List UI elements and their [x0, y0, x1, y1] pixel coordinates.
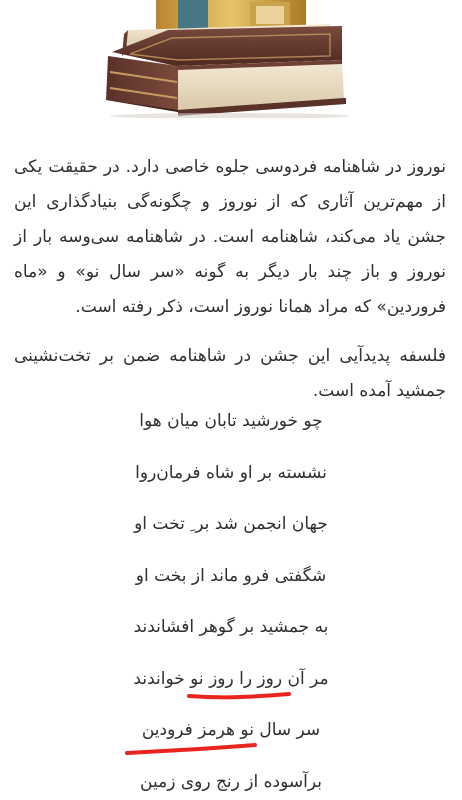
philosophy-paragraph: فلسفه پدیدآیی این جشن در شاهنامه ضمن بر تخت‌نشینی جمشید آمده است.	[14, 346, 446, 401]
poem-verse	[0, 408, 462, 460]
red-underline-mark	[124, 740, 258, 758]
verse-text: برآسوده از رنج روی زمین	[140, 771, 322, 792]
verse-text: چو خورشید تابان میان هوا	[139, 411, 323, 431]
intro-paragraph: نوروز در شاهنامه فردوسی جلوه خاصی دارد. در حقیقت یکی از مهم‌ترین آثاری که از نوروز و چگونه‌گی بنیادگذاری این جشن یاد می‌کند، شاهنامه است. در شاهنامه سی‌وسه بار از نوروز و باز چند بار دیگر به گونه «سر سال نو» و «ماه فروردین» که مراد همانا نوروز است، ذکر رفته است.	[14, 157, 446, 317]
verse-text: سر سال نو هرمز فرودین	[141, 720, 321, 740]
poem-verse-underlined	[0, 666, 462, 718]
red-underline-mark	[186, 688, 292, 702]
poem-verse	[0, 563, 462, 615]
poem-verse	[0, 511, 462, 563]
article-body	[14, 150, 446, 409]
verse-text: نشسته بر او شاه فرمان‌روا	[135, 462, 327, 483]
verse-text: به جمشید بر گوهر افشاندند	[133, 617, 329, 637]
verse-text: جهان انجمن شد بر ِ تخت او	[134, 514, 328, 534]
poem-verse	[0, 769, 462, 800]
stacked-books-image	[0, 0, 462, 118]
poem-verse	[0, 614, 462, 666]
shahnameh-poem	[0, 408, 462, 800]
books-illustration	[0, 0, 462, 118]
verse-text: شگفتی فرو ماند از بخت او	[135, 565, 327, 586]
poem-verse-underlined	[0, 717, 462, 769]
verse-text: مر آن روز را روز نو خواندند	[133, 668, 329, 689]
poem-verse	[0, 460, 462, 512]
